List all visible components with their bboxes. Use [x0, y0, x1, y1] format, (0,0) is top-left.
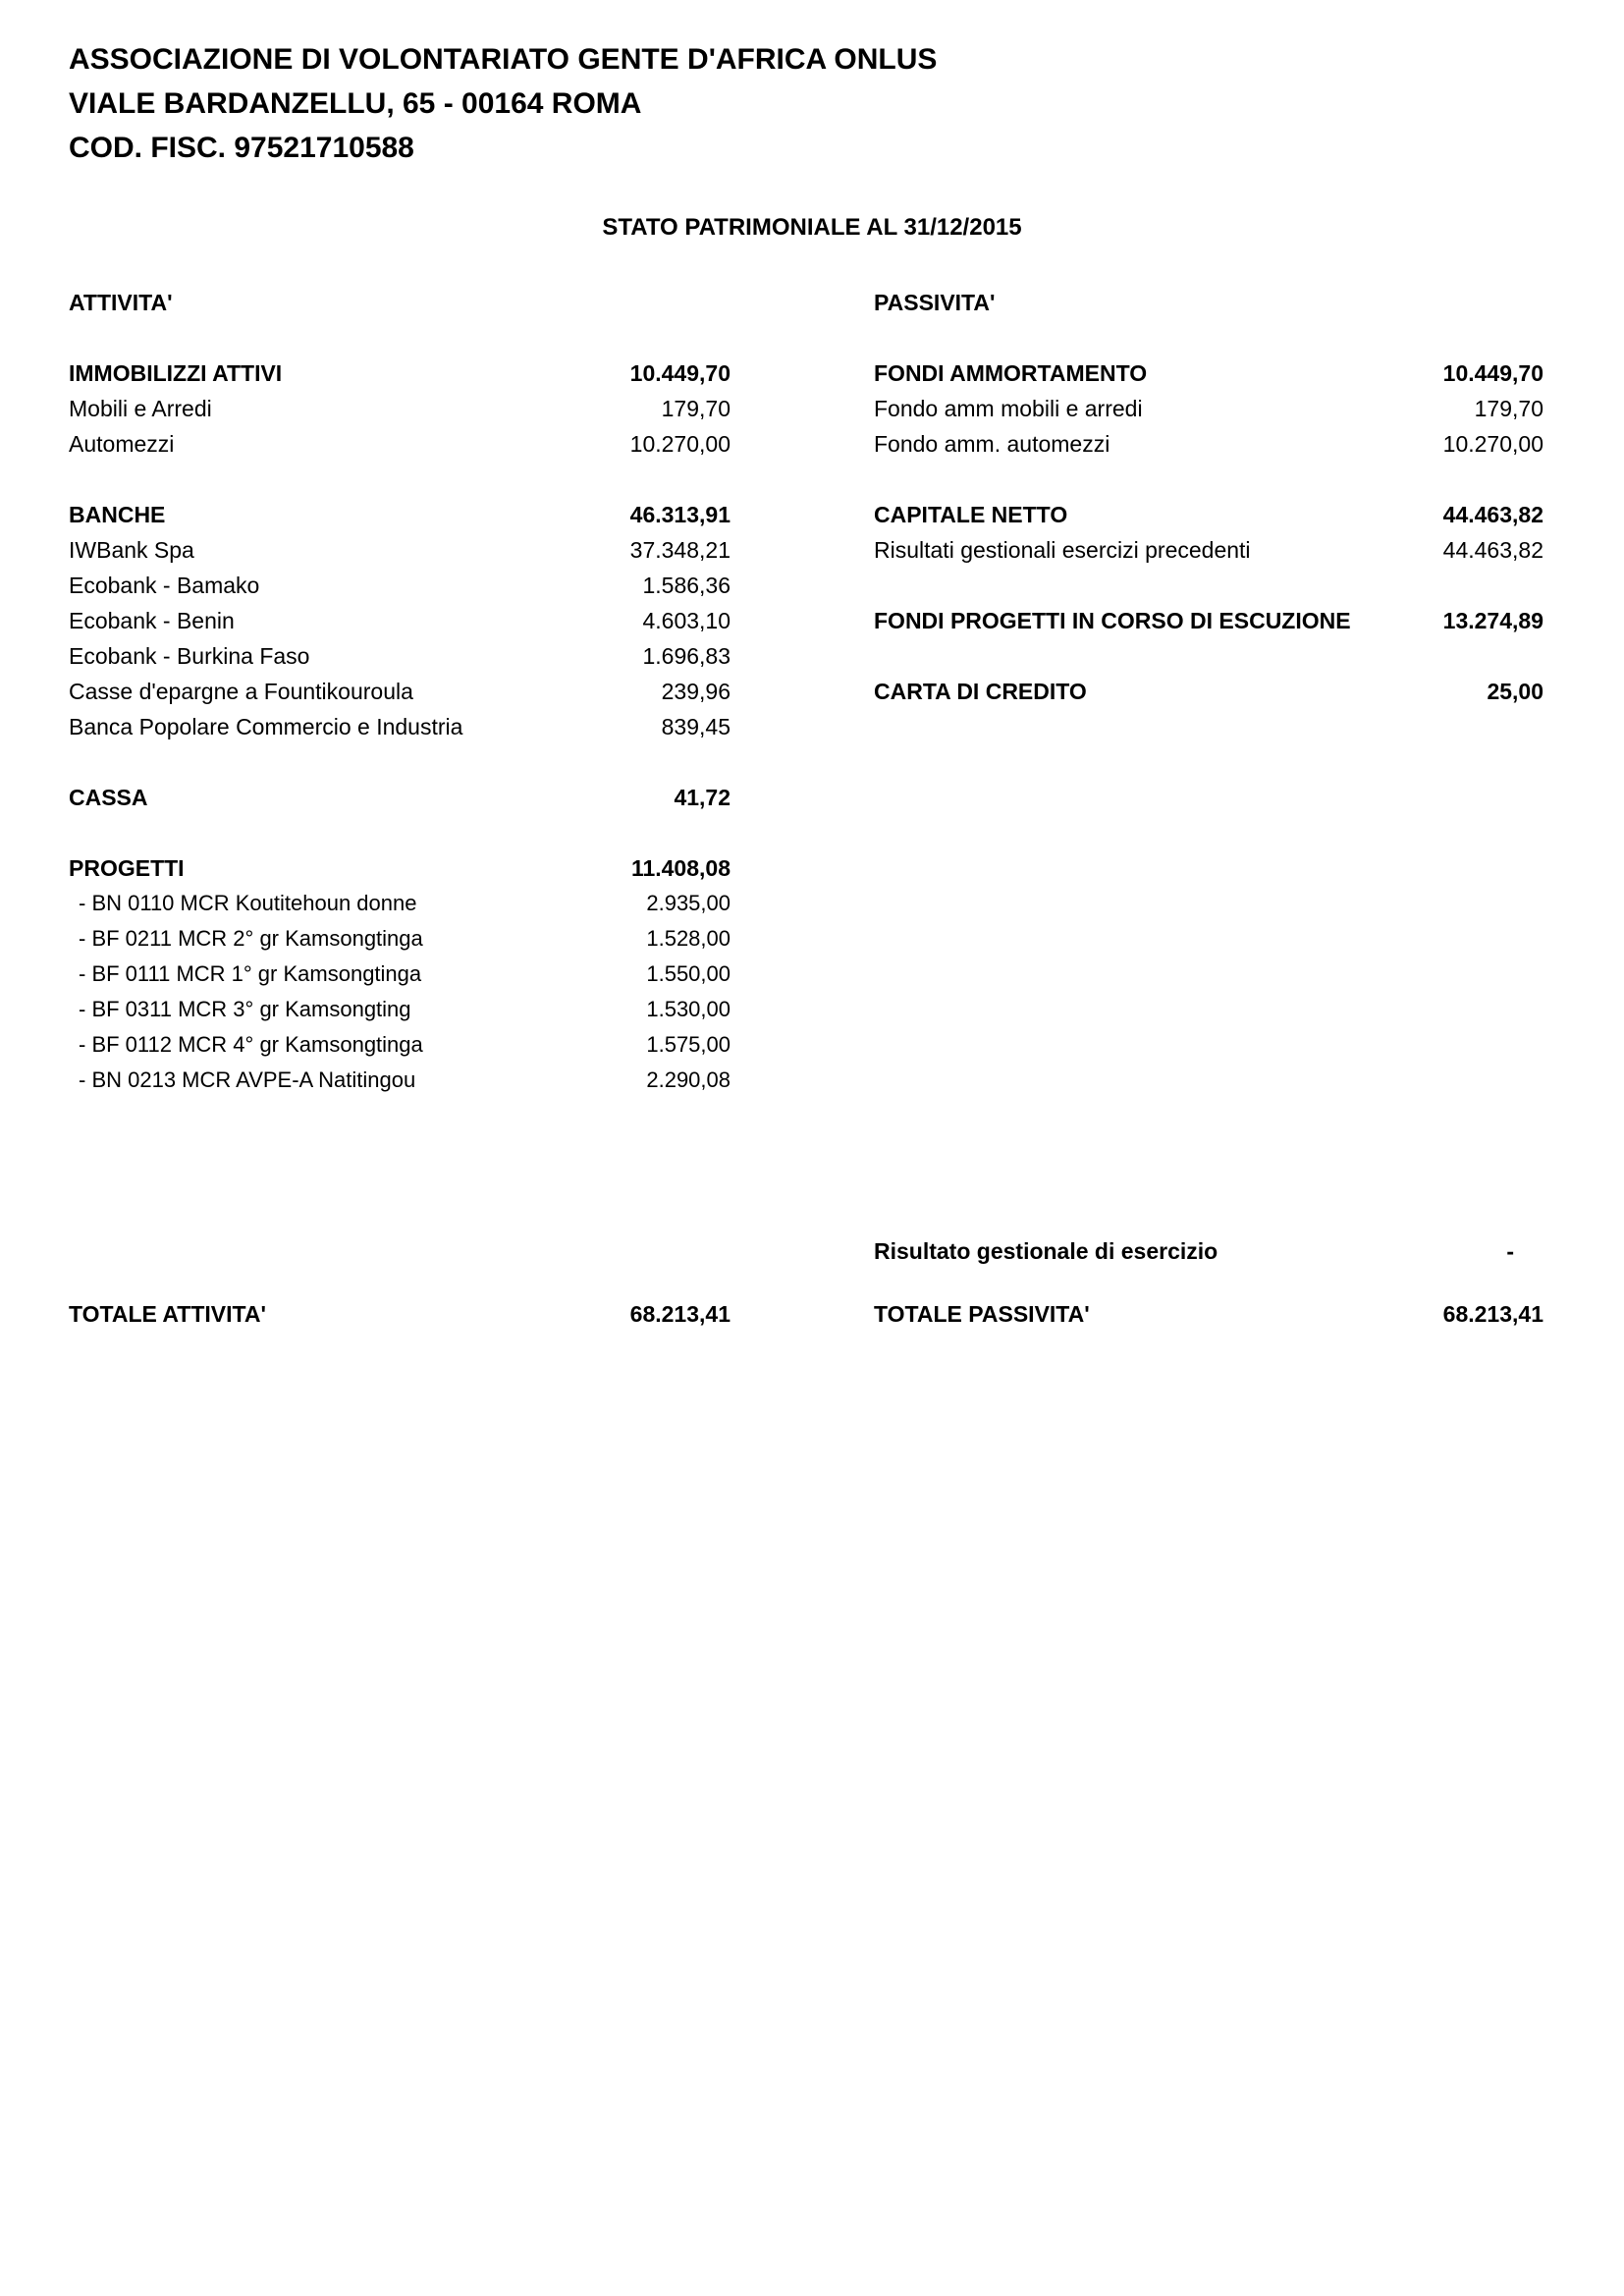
row-label: - BF 0112 MCR 4° gr Kamsongtinga: [79, 1032, 423, 1057]
row-label: Ecobank - Bamako: [69, 572, 260, 598]
row-amount: 2.290,08: [646, 1067, 731, 1092]
row-label: CASSA: [69, 784, 148, 810]
row-label: Fondo amm mobili e arredi: [874, 395, 1143, 421]
row-label: IWBank Spa: [69, 536, 194, 563]
row-label: FONDI AMMORTAMENTO: [874, 359, 1148, 386]
row-amount: 1.586,36: [642, 572, 731, 598]
organization-header: [69, 37, 937, 170]
total-label: TOTALE PASSIVITA': [874, 1300, 1090, 1327]
row-label: Automezzi: [69, 430, 175, 457]
row-amount: 4.603,10: [642, 607, 731, 633]
list-item: [69, 391, 731, 426]
assets-heading: ATTIVITA': [69, 290, 173, 315]
row-amount: 41,72: [674, 784, 731, 810]
row-label: Fondo amm. automezzi: [874, 430, 1110, 457]
total-label: TOTALE ATTIVITA': [69, 1300, 266, 1327]
assets-column: [69, 285, 731, 1098]
total-amount: 68.213,41: [1442, 1300, 1543, 1327]
list-item: [69, 1063, 731, 1098]
row-label: Mobili e Arredi: [69, 395, 212, 421]
row-amount: -: [1506, 1237, 1514, 1264]
liabilities-heading: PASSIVITA': [874, 290, 996, 315]
list-item: [69, 992, 731, 1027]
organization-address: VIALE BARDANZELLU, 65 - 00164 ROMA: [69, 87, 642, 120]
row-label: BANCHE: [69, 501, 166, 527]
row-label: Risultati gestionali esercizi precedenti: [874, 536, 1251, 563]
row-label: Ecobank - Benin: [69, 607, 235, 633]
row-label: IMMOBILIZZI ATTIVI: [69, 359, 283, 386]
row-label: Banca Popolare Commercio e Industria: [69, 713, 463, 739]
row-label: Casse d'epargne a Fountikouroula: [69, 678, 413, 704]
row-amount: 839,45: [661, 713, 731, 739]
row-amount: 1.575,00: [646, 1032, 731, 1057]
row-label: - BN 0110 MCR Koutitehoun donne: [79, 891, 417, 915]
row-amount: 1.530,00: [646, 997, 731, 1021]
row-amount: 1.696,83: [642, 642, 731, 669]
list-item: [69, 921, 731, 957]
list-item: [874, 391, 1543, 426]
list-item: [69, 1027, 731, 1063]
total-amount: 68.213,41: [629, 1300, 731, 1327]
row-label: - BF 0211 MCR 2° gr Kamsongtinga: [79, 926, 423, 951]
fixed-assets-row: [69, 355, 731, 391]
row-amount: 10.270,00: [1442, 430, 1543, 457]
row-label: - BN 0213 MCR AVPE-A Natitingou: [79, 1067, 416, 1092]
row-label: Risultato gestionale di esercizio: [874, 1237, 1218, 1264]
row-amount: 10.449,70: [1442, 359, 1543, 386]
row-amount: 179,70: [661, 395, 731, 421]
list-item: [69, 638, 731, 674]
list-item: [69, 957, 731, 992]
row-amount: 25,00: [1487, 678, 1543, 704]
list-item: [69, 674, 731, 709]
row-label: Ecobank - Burkina Faso: [69, 642, 310, 669]
net-capital-row: [874, 497, 1543, 532]
list-item: [69, 532, 731, 568]
projects-row: [69, 850, 731, 886]
list-item: [874, 426, 1543, 462]
row-label: PROGETTI: [69, 854, 185, 881]
row-label: FONDI PROGETTI IN CORSO DI ESCUZIONE: [874, 607, 1351, 633]
row-amount: 10.449,70: [629, 359, 731, 386]
organization-tax-code: COD. FISC. 97521710588: [69, 132, 414, 164]
total-assets-row: [69, 1296, 731, 1332]
row-amount: 44.463,82: [1442, 536, 1543, 563]
cash-row: [69, 780, 731, 815]
row-amount: 1.528,00: [646, 926, 731, 951]
row-amount: 239,96: [661, 678, 731, 704]
list-item: [69, 886, 731, 921]
row-amount: 37.348,21: [629, 536, 731, 563]
total-liabilities-row: [874, 1296, 1543, 1332]
organization-name: ASSOCIAZIONE DI VOLONTARIATO GENTE D'AFRICA ONLUS: [69, 43, 938, 76]
row-amount: 1.550,00: [646, 961, 731, 986]
row-amount: 10.270,00: [629, 430, 731, 457]
row-amount: 13.274,89: [1442, 607, 1543, 633]
banks-row: [69, 497, 731, 532]
list-item: [874, 532, 1543, 568]
liabilities-column: [874, 285, 1543, 709]
row-amount: 46.313,91: [629, 501, 731, 527]
row-amount: 2.935,00: [646, 891, 731, 915]
list-item: [69, 568, 731, 603]
project-funds-row: [874, 603, 1543, 638]
row-amount: 44.463,82: [1442, 501, 1543, 527]
list-item: [69, 426, 731, 462]
row-amount: 11.408,08: [630, 854, 731, 881]
credit-card-row: [874, 674, 1543, 709]
depreciation-funds-row: [874, 355, 1543, 391]
row-label: CAPITALE NETTO: [874, 501, 1068, 527]
operating-result-row: [874, 1233, 1543, 1269]
row-label: - BF 0111 MCR 1° gr Kamsongtinga: [79, 961, 422, 986]
row-amount: 179,70: [1474, 395, 1543, 421]
list-item: [69, 603, 731, 638]
document-title: STATO PATRIMONIALE AL 31/12/2015: [602, 214, 1022, 241]
row-label: CARTA DI CREDITO: [874, 678, 1087, 704]
row-label: - BF 0311 MCR 3° gr Kamsongting: [79, 997, 411, 1021]
list-item: [69, 709, 731, 744]
